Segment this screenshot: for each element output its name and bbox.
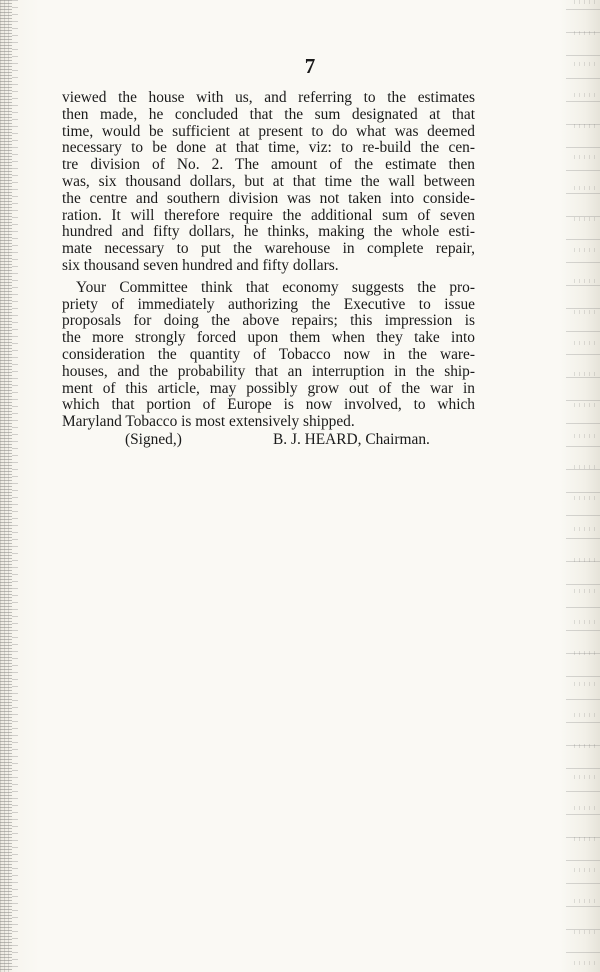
text-line: the centre and southern division was not taken into conside-	[62, 189, 475, 207]
text-line: houses, and the probability that an interruption in the ship-	[62, 362, 475, 380]
text-line: which that portion of Europe is now involved, to which	[62, 396, 475, 414]
text-line: necessary to be done at that time, viz: to re-build the cen-	[62, 139, 475, 157]
text-line: consideration the quantity of Tobacco now in the ware-	[62, 345, 475, 363]
report-text	[62, 90, 475, 450]
text-line: viewed the house with us, and referring to the estimates	[62, 89, 475, 106]
paragraph-estimate	[62, 90, 475, 275]
signature-block	[62, 432, 475, 450]
chairman-name: B. J. HEARD, Chairman.	[273, 430, 430, 448]
text-line: ration. It will therefore require the additional sum of seven	[62, 206, 475, 224]
signed-label: (Signed,)	[125, 430, 182, 448]
text-line: Maryland Tobacco is most extensively shipped.	[62, 413, 355, 431]
text-line: was, six thousand dollars, but at that time the wall between	[62, 172, 475, 190]
paragraph-recommendation	[62, 280, 475, 431]
text-line: six thousand seven hundred and fifty dollars.	[62, 256, 339, 274]
page-number: 7	[304, 54, 316, 78]
text-line: time, would be sufficient at present to do what was deemed	[62, 122, 475, 140]
text-line: proposals for doing the above repairs; this impression is	[62, 312, 475, 330]
bleed-through-marks	[574, 0, 596, 972]
text-line: hundred and fifty dollars, he thinks, making the whole esti-	[62, 223, 475, 241]
text-line: tre division of No. 2. The amount of the estimate then	[62, 156, 475, 174]
text-line: Your Committee think that economy suggests the pro-	[76, 278, 475, 296]
text-line: then made, he concluded that the sum designated at that	[62, 105, 475, 123]
text-line: priety of immediately authorizing the Executive to issue	[62, 295, 475, 313]
binding-edge	[0, 0, 12, 972]
text-line: mate necessary to put the warehouse in complete repair,	[62, 240, 475, 258]
text-line: the more strongly forced upon them when they take into	[62, 329, 475, 347]
text-line: ment of this article, may possibly grow out of the war in	[62, 379, 475, 397]
binding-edge-shadow	[12, 0, 18, 972]
